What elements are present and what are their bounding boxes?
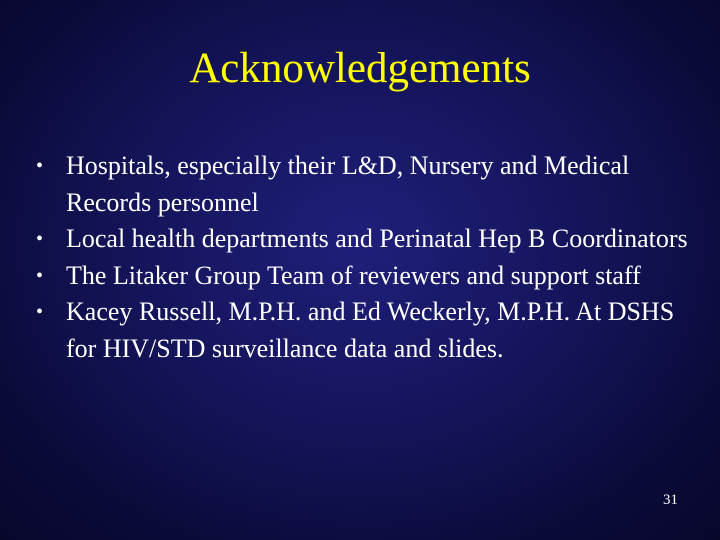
bullet-icon: •	[36, 228, 44, 250]
bullet-icon: •	[36, 264, 44, 287]
slide-title: Acknowledgements	[189, 45, 531, 92]
bullet-icon: •	[36, 155, 44, 177]
bullet-text: The Litaker Group Team of reviewers and support staff	[66, 260, 641, 290]
bullet-list	[36, 148, 696, 367]
bullet-text: Local health departments and Perinatal Hep B Coordinators	[66, 224, 688, 253]
bullet-text: Hospitals, especially their L&D, Nursery and Medical Records personnel	[66, 151, 630, 217]
bullet-icon: •	[36, 301, 44, 323]
bullet-item	[36, 258, 696, 295]
bullet-item	[36, 221, 696, 258]
bullet-text: Kacey Russell, M.P.H. and Ed Weckerly, M.P.H. At DSHS for HIV/STD surveillance data and slides.	[66, 297, 675, 363]
bullet-item	[36, 294, 696, 367]
bullet-item	[36, 148, 696, 221]
page-number: 31	[663, 492, 678, 508]
